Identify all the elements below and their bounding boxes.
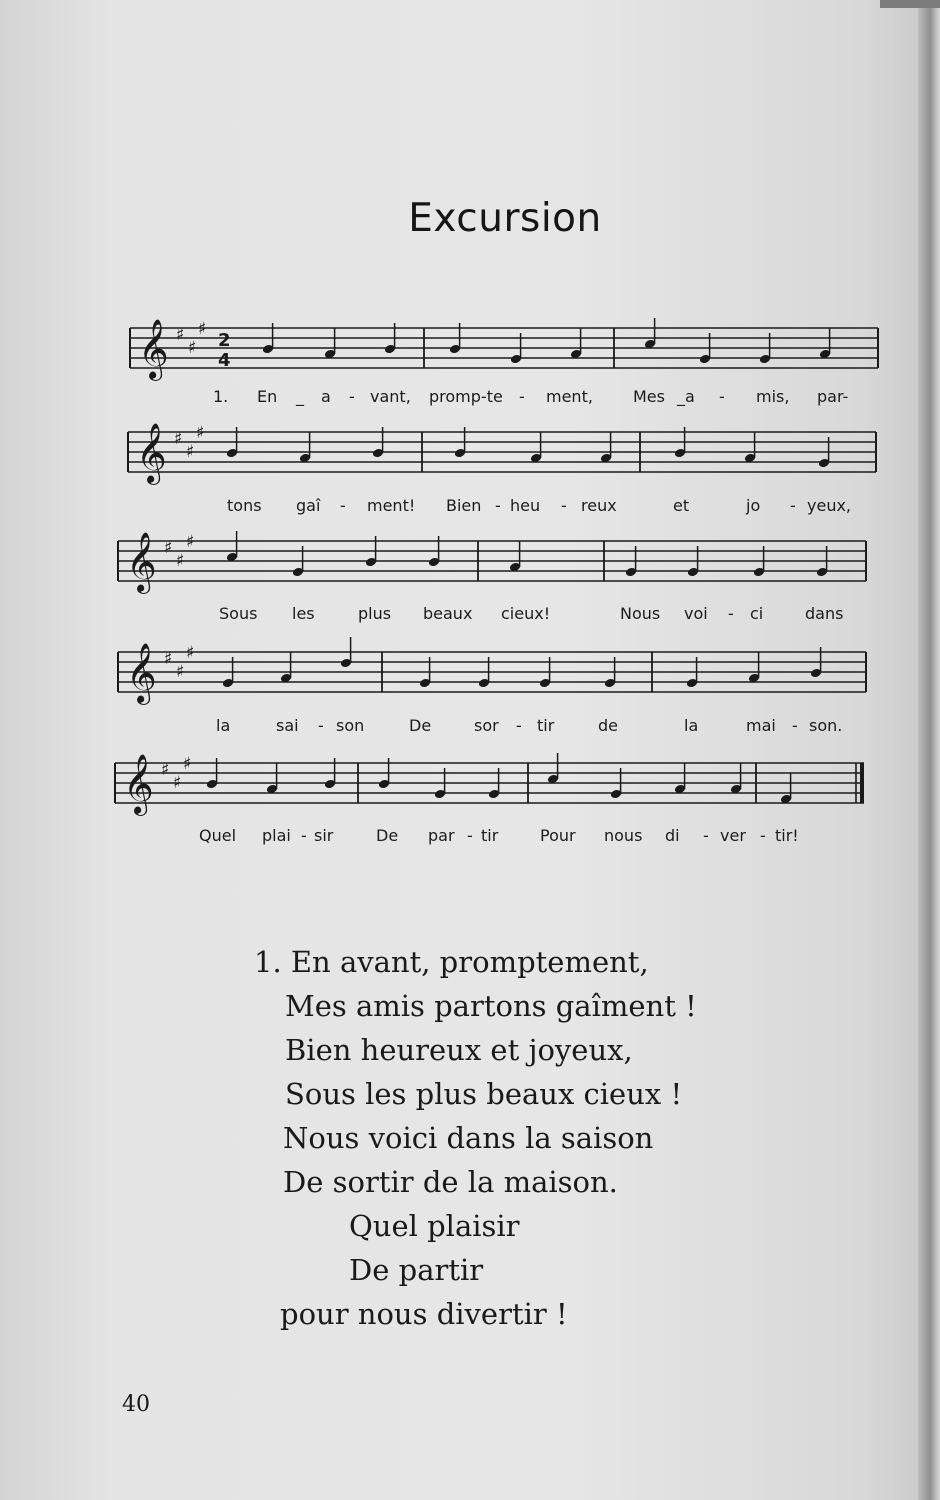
lyric-syllable: tir <box>481 826 499 845</box>
lyric-syllable: - <box>790 496 796 515</box>
lyric-syllable: tons <box>227 496 262 515</box>
lyric-syllable: par <box>428 826 455 845</box>
verse-line: De partir <box>349 1253 484 1287</box>
sharp-sign: ♯ <box>183 754 192 774</box>
lyric-syllable: De <box>409 716 432 735</box>
sharp-sign: ♯ <box>186 442 195 462</box>
page-number: 40 <box>122 1392 150 1417</box>
lyric-syllable: di <box>665 826 680 845</box>
treble-clef: 𝄞 <box>138 319 169 379</box>
lyric-syllable: yeux, <box>807 496 852 515</box>
lyric-syllable: de <box>598 716 618 735</box>
lyric-syllable: - <box>301 826 307 845</box>
sharp-sign: ♯ <box>173 773 182 793</box>
lyric-syllable: sor <box>474 716 499 735</box>
lyric-syllable: - <box>792 716 798 735</box>
song-title: Excursion <box>408 196 602 241</box>
lyric-syllable: - <box>318 716 324 735</box>
verse-line: De sortir de la maison. <box>283 1165 618 1199</box>
verse-line: Mes amis partons gaîment ! <box>285 989 697 1023</box>
sharp-sign: ♯ <box>176 551 185 571</box>
lyric-syllable: jo <box>746 496 761 515</box>
lyric-syllable: sai <box>276 716 299 735</box>
lyric-syllable: dans <box>805 604 844 623</box>
sharp-sign: ♯ <box>161 760 170 780</box>
lyric-syllable: voi <box>684 604 708 623</box>
lyric-syllable: Pour <box>540 826 576 845</box>
lyric-syllable: ment, <box>546 387 593 406</box>
lyric-syllable: les <box>292 604 315 623</box>
sharp-sign: ♯ <box>196 423 205 443</box>
lyric-syllable: la <box>216 716 231 735</box>
lyric-syllable: son <box>336 716 365 735</box>
lyric-syllable: - <box>519 387 525 406</box>
verse-line: Sous les plus beaux cieux ! <box>285 1077 683 1111</box>
sharp-sign: ♯ <box>186 643 195 663</box>
lyric-syllable: - <box>719 387 725 406</box>
lyric-syllable: Bien <box>446 496 482 515</box>
lyric-syllable: par- <box>817 387 849 406</box>
lyric-syllable: _ <box>296 387 304 406</box>
verse-line: Quel plaisir <box>349 1209 520 1243</box>
lyric-syllable: - <box>495 496 501 515</box>
lyric-syllable: - <box>516 716 522 735</box>
lyric-syllable: - <box>349 387 355 406</box>
sharp-sign: ♯ <box>164 538 173 558</box>
treble-clef: 𝄞 <box>136 423 167 483</box>
treble-clef: 𝄞 <box>126 643 157 703</box>
lyric-syllable: sir <box>314 826 334 845</box>
lyric-syllable: 1. <box>213 387 229 406</box>
time-sig-bottom: 4 <box>218 350 231 371</box>
lyric-syllable: Quel <box>199 826 237 845</box>
lyric-syllable: En <box>257 387 278 406</box>
lyric-syllable: a <box>321 387 331 406</box>
verse-line: Nous voici dans la saison <box>283 1121 654 1155</box>
verse-line: Bien heureux et joyeux, <box>285 1033 633 1067</box>
verse-line: pour nous divertir ! <box>280 1297 568 1331</box>
lyric-syllable: - <box>728 604 734 623</box>
lyric-syllable: mis, <box>756 387 790 406</box>
sharp-sign: ♯ <box>176 662 185 682</box>
sharp-sign: ♯ <box>198 319 207 339</box>
lyric-syllable: - <box>340 496 346 515</box>
lyric-syllable: tir <box>537 716 555 735</box>
lyric-syllable: tir! <box>775 826 799 845</box>
lyric-syllable: ment! <box>367 496 416 515</box>
lyric-syllable: promp-te <box>429 387 503 406</box>
lyric-syllable: gaî <box>296 496 321 515</box>
lyric-syllable: ver <box>720 826 746 845</box>
lyric-syllable: - <box>760 826 766 845</box>
sharp-sign: ♯ <box>188 338 197 358</box>
lyric-syllable: la <box>684 716 699 735</box>
lyric-syllable: plus <box>358 604 392 623</box>
sharp-sign: ♯ <box>176 325 185 345</box>
sharp-sign: ♯ <box>174 429 183 449</box>
lyric-syllable: cieux! <box>501 604 551 623</box>
lyric-syllable: De <box>376 826 399 845</box>
treble-clef: 𝄞 <box>123 754 154 814</box>
lyric-syllable: reux <box>581 496 617 515</box>
treble-clef: 𝄞 <box>126 532 157 592</box>
lyric-syllable: heu <box>510 496 541 515</box>
lyric-syllable: - <box>561 496 567 515</box>
lyric-syllable: _a <box>677 387 695 406</box>
lyric-syllable: mai <box>746 716 776 735</box>
lyric-syllable: Sous <box>219 604 258 623</box>
lyric-syllable: son. <box>809 716 843 735</box>
lyric-syllable: nous <box>604 826 643 845</box>
lyric-syllable: beaux <box>423 604 473 623</box>
sharp-sign: ♯ <box>186 532 195 552</box>
lyric-syllable: ci <box>750 604 764 623</box>
lyric-syllable: Nous <box>620 604 661 623</box>
lyric-syllable: - <box>703 826 709 845</box>
lyric-syllable: vant, <box>370 387 411 406</box>
lyric-syllable: Mes <box>633 387 665 406</box>
lyric-syllable: plai <box>262 826 291 845</box>
sharp-sign: ♯ <box>164 649 173 669</box>
time-sig-top: 2 <box>218 330 231 351</box>
verse-line: 1. En avant, promptement, <box>254 945 649 979</box>
lyric-syllable: - <box>467 826 473 845</box>
lyric-syllable: et <box>673 496 690 515</box>
